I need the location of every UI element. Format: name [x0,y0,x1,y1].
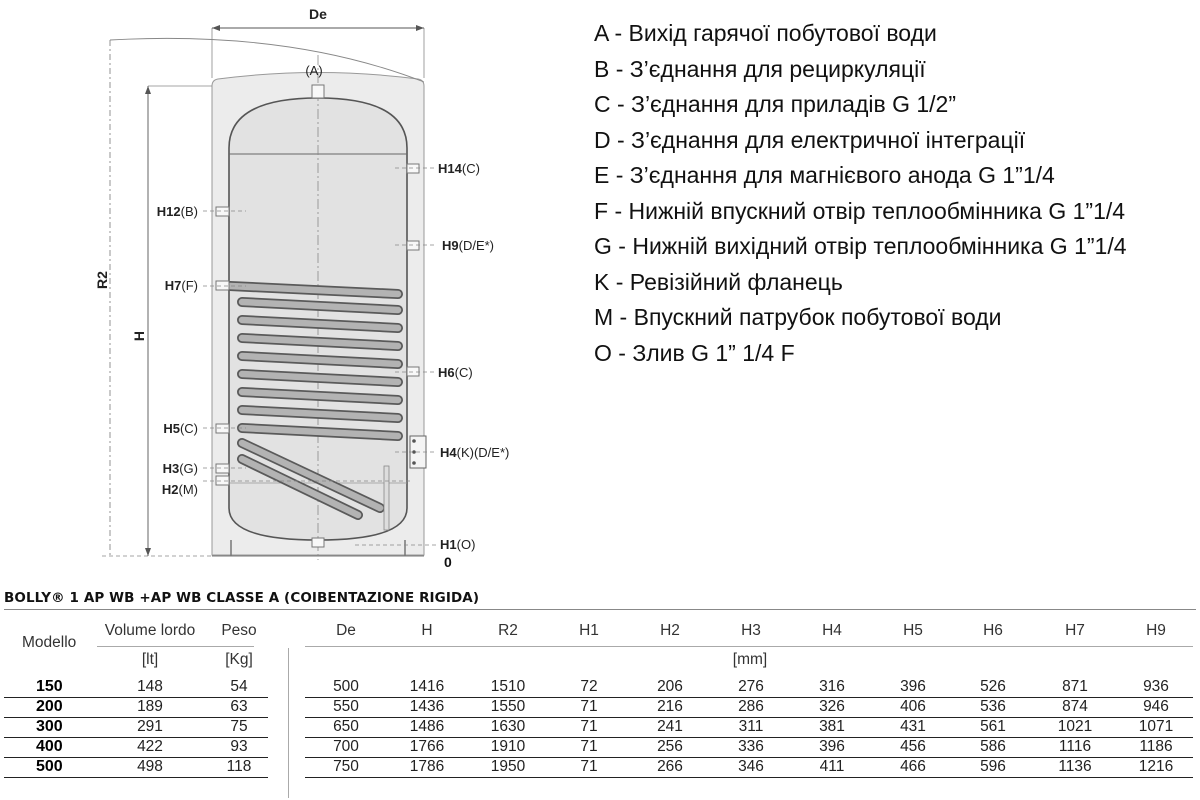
dimension-cell: 1416 [409,678,445,695]
dimension-cell: 311 [738,718,764,735]
nozzle-h7 [216,281,229,290]
connection-label-h2: H2(M) [161,482,198,497]
dimension-cell: 526 [980,678,1006,695]
dimension-cell: 396 [819,738,845,755]
dimension-cell: 1786 [409,758,445,775]
dimension-cell: 1186 [1139,738,1173,755]
dimension-header-h9: H9 [1146,622,1166,639]
nozzle-h3 [216,464,229,473]
table-row-divider [305,777,1193,778]
dimension-cell: 336 [738,738,764,755]
nozzle-h6 [407,367,419,376]
dimension-unit: [mm] [732,651,768,668]
nozzle-h5 [216,424,229,433]
dimension-header-h3: H3 [741,622,761,639]
weight-cell: 54 [230,678,248,695]
dimensions-table [0,618,1200,800]
nozzle-h2 [216,476,229,485]
dimension-cell: 206 [657,678,683,695]
dimension-cell: 326 [819,698,845,715]
dimension-r2-label: R2 [94,271,110,289]
dimension-cell: 1436 [409,698,445,715]
dimension-header-h1: H1 [579,622,599,639]
connection-label-h5: H5(C) [163,421,198,436]
weight-cell: 93 [230,738,248,755]
dimension-header-de: De [336,622,356,639]
dimension-cell: 586 [980,738,1006,755]
table-row-divider [4,777,268,778]
dimension-cell: 1486 [409,718,445,735]
dimension-cell: 406 [900,698,926,715]
dimension-cell: 1216 [1138,758,1174,775]
dimension-cell: 1116 [1058,738,1092,755]
nozzle-h9 [407,241,419,250]
table-title: BOLLY® 1 AP WB +AP WB CLASSE A (COIBENTAZIONE RIGIDA) [4,590,480,606]
divider [305,646,1193,647]
weight-cell: 118 [226,758,252,775]
connection-label-a: (A) [305,63,323,78]
model-cell: 400 [36,738,63,755]
dimension-cell: 72 [580,678,598,695]
legend-item: F - Нижній впускний отвір теплообмінника G 1”1/4 [594,197,1126,224]
dimension-cell: 536 [980,698,1006,715]
dimension-cell: 871 [1062,678,1088,695]
volume-cell: 422 [137,738,163,755]
model-cell: 500 [36,758,63,775]
weight-unit: [Kg] [225,651,253,668]
legend-item: B - З’єднання для рециркуляції [594,55,926,82]
legend-item: M - Впускний патрубок побутової води [594,304,1002,330]
dimension-cell: 750 [333,758,359,775]
legend-item: O - Злив G 1” 1/4 F [594,339,795,366]
connection-legend [594,16,1127,371]
dimension-header-h5: H5 [903,622,923,639]
volume-cell: 498 [137,758,163,775]
dimension-cell: 431 [900,718,926,735]
dimension-cell: 1910 [490,738,526,755]
divider [4,609,1196,610]
legend-item: K - Ревізійний фланець [594,268,843,295]
weight-header: Peso [221,622,257,639]
dimension-cell: 1136 [1058,758,1092,775]
connection-label-h6: H6(C) [438,365,473,380]
nozzle-h12 [216,207,229,216]
dimension-cell: 500 [333,678,359,695]
nozzle-h1 [312,538,324,547]
connection-label-h14: H14(C) [438,161,480,176]
dimension-cell: 650 [333,718,359,735]
dimension-cell: 1766 [409,738,445,755]
dimension-cell: 276 [738,678,764,695]
dimension-cell: 411 [819,758,845,775]
dimension-de-label: De [309,6,327,22]
connection-label-h1: H1(O) [440,537,476,552]
connection-label-h9: H9(D/E*) [442,238,495,253]
dimension-cell: 216 [657,698,683,715]
dimension-header-h6: H6 [983,622,1003,639]
legend-item: C - З’єднання для приладів G 1/2” [594,91,956,117]
dimension-cell: 700 [333,738,359,755]
weight-cell: 75 [230,718,248,735]
nozzle-a [312,85,324,98]
dimension-cell: 456 [900,738,926,755]
dimension-cell: 466 [900,758,926,775]
connection-label-h12: H12(B) [156,204,198,219]
volume-header: Volume lordo [104,622,196,639]
model-cell: 200 [36,698,63,715]
model-cell: 150 [36,678,63,695]
legend-item: A - Вихід гарячої побутової води [594,20,937,46]
legend-item: E - З’єднання для магнієвого анода G 1”1/4 [594,162,1055,188]
volume-unit: [lt] [141,651,159,668]
dimension-cell: 71 [580,738,598,755]
model-header: Modello [22,634,77,651]
dimension-cell: 266 [657,758,683,775]
connection-label-h7: H7(F) [164,278,198,293]
weight-cell: 63 [230,698,248,715]
tank-diagram [0,0,580,580]
dimension-header-h4: H4 [822,622,842,639]
volume-cell: 148 [137,678,163,695]
dimension-cell: 561 [980,718,1006,735]
divider [288,648,289,798]
dimension-header-h7: H7 [1065,622,1085,639]
dimension-cell: 256 [657,738,683,755]
dimension-cell: 874 [1062,698,1088,715]
dimension-cell: 1950 [490,758,526,775]
dimension-cell: 286 [738,698,764,715]
dimension-cell: 241 [657,718,683,735]
dimension-cell: 381 [819,718,845,735]
dimension-h-label: H [131,330,147,342]
dimension-cell: 936 [1143,678,1169,695]
dimension-header-h2: H2 [660,622,680,639]
volume-cell: 189 [137,698,163,715]
dimension-cell: 1510 [490,678,526,695]
dimension-header-r2: R2 [498,622,518,639]
dimension-cell: 946 [1143,698,1169,715]
dimension-cell: 71 [580,698,598,715]
dimension-cell: 316 [819,678,845,695]
dimension-cell: 1071 [1138,718,1174,735]
dimension-header-h: H [421,622,433,639]
connection-label-h3: H3(G) [162,461,198,476]
dimension-cell: 550 [333,698,359,715]
dimension-cell: 71 [580,758,598,775]
legend-item: G - Нижній вихідний отвір теплообмінника G 1”1/4 [594,233,1127,259]
dimension-cell: 1630 [490,718,526,735]
volume-cell: 291 [137,718,163,735]
divider [97,646,254,647]
connection-label-h4: H4(K)(D/E*) [440,445,510,460]
dimension-cell: 596 [980,758,1006,775]
dimension-cell: 71 [580,718,598,735]
dimension-cell: 1550 [490,698,526,715]
dimension-zero-label: 0 [444,554,452,570]
dimension-cell: 1021 [1057,718,1093,735]
legend-item: D - З’єднання для електричної інтеграції [594,126,1026,153]
nozzle-h14 [407,164,419,173]
dimension-cell: 396 [900,678,926,695]
dimension-cell: 346 [738,758,764,775]
model-cell: 300 [36,718,63,735]
